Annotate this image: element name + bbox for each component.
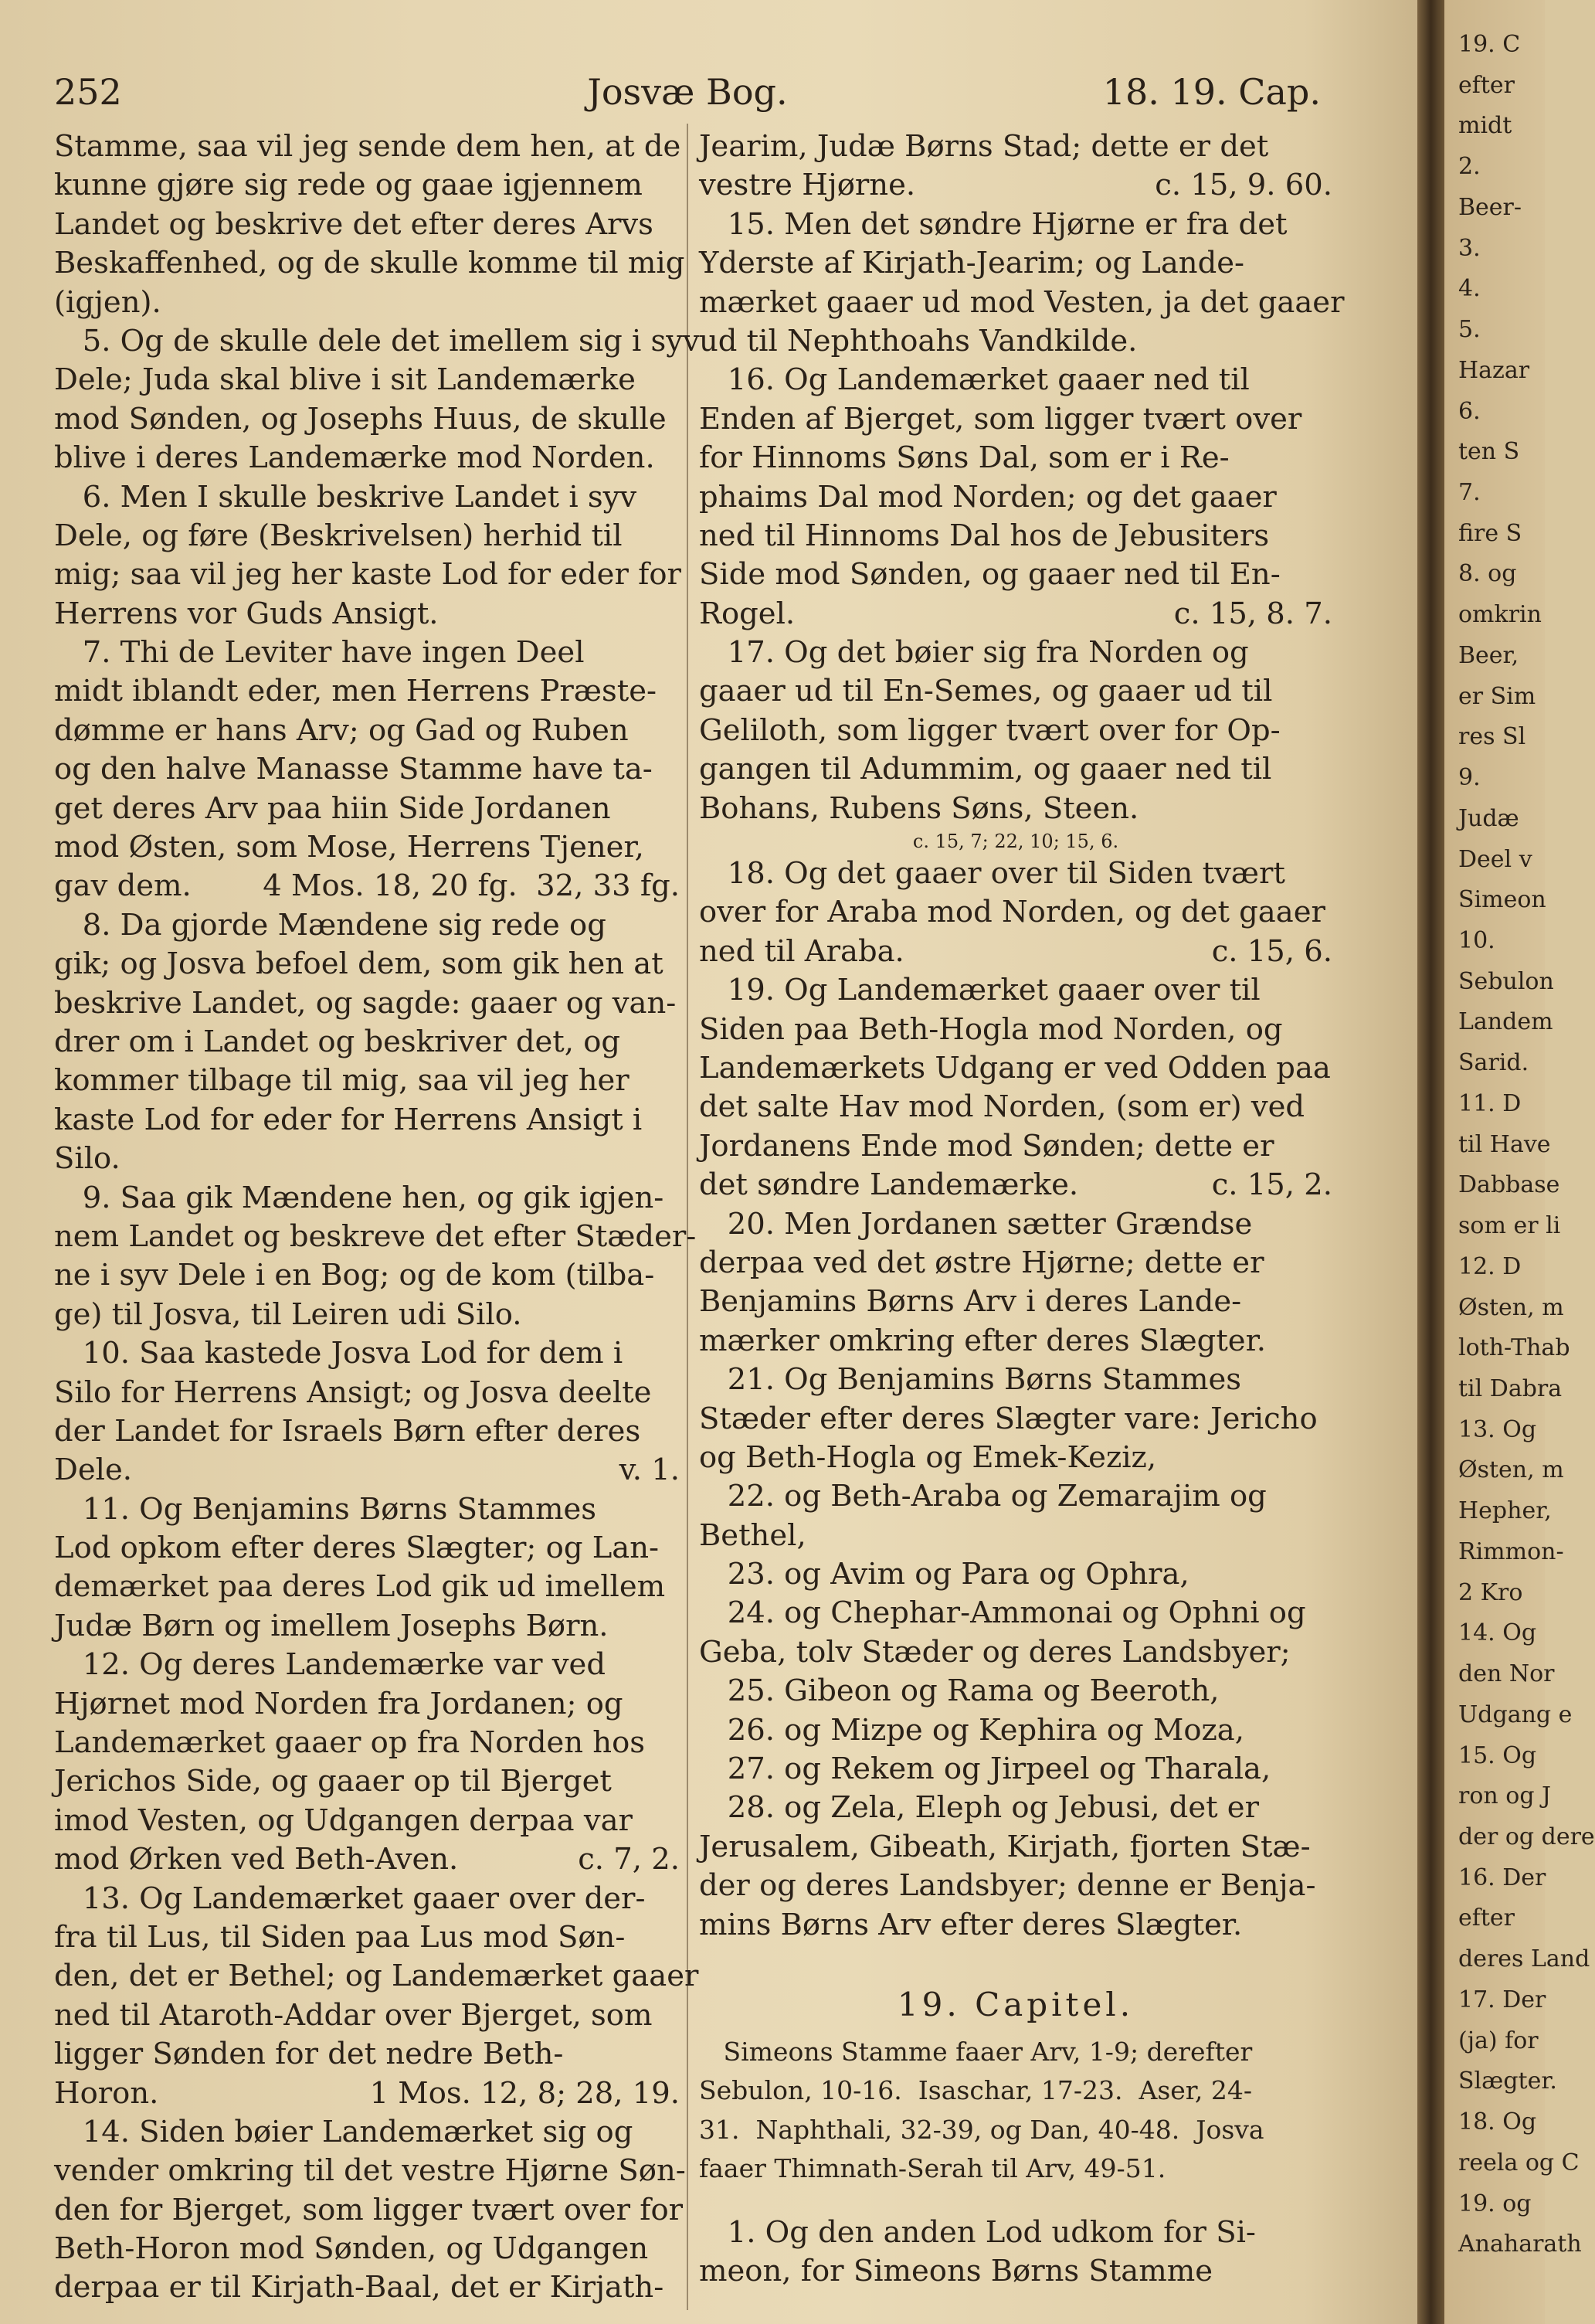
line-text: 1. Og den anden Lod udkom for Si-	[699, 2214, 1256, 2250]
facing-page-fragment: Beer,	[1458, 641, 1519, 669]
line-text: drer om i Landet og beskriver det, og	[54, 1024, 621, 1059]
text-line	[699, 1517, 1332, 1555]
page-number: 252	[54, 71, 122, 113]
text-line	[54, 2035, 680, 2074]
text-line	[699, 1049, 1332, 1088]
cross-reference: 1 Mos. 12, 8; 28, 19.	[369, 2075, 680, 2111]
text-line	[54, 1256, 680, 1295]
facing-page-fragment: midt	[1458, 112, 1512, 140]
line-text: 16. Og Landemærket gaaer ned til	[699, 362, 1250, 398]
text-line	[699, 1011, 1332, 1049]
facing-page-fragment: 6.	[1458, 397, 1481, 425]
line-text: demærket paa deres Lod gik ud imellem	[54, 1569, 666, 1605]
text-line	[54, 595, 680, 634]
line-text: 17. Og det bøier sig fra Norden og	[699, 635, 1249, 671]
chapter-summary-line	[699, 2033, 1332, 2071]
facing-page-fragment: 18. Og	[1458, 2108, 1537, 2136]
facing-page-fragment: 12. D	[1458, 1252, 1522, 1280]
line-text: 18. Og det gaaer over til Siden tvært	[699, 856, 1285, 892]
line-text: nem Landet og beskreve det efter Stæder-	[54, 1218, 697, 1254]
line-text: over for Araba mod Norden, og det gaaer	[699, 895, 1325, 930]
text-line	[699, 166, 1332, 205]
line-text: vender omkring til det vestre Hjørne Søn-	[54, 2153, 686, 2189]
right-column	[699, 127, 1345, 2291]
line-text: ned til Araba.	[699, 933, 904, 969]
facing-page-fragment: 16. Der	[1458, 1864, 1546, 1891]
line-text: Stamme, saa vil jeg sende dem hen, at de	[54, 129, 681, 164]
line-text: Landet og beskrive det efter deres Arvs	[54, 206, 653, 242]
text-line	[54, 1101, 680, 1140]
line-text: midt iblandt eder, men Herrens Præste-	[54, 674, 657, 709]
facing-page-fragment: er Sim	[1458, 682, 1536, 710]
line-text: 19. Capitel.	[897, 1985, 1135, 2023]
text-line	[54, 166, 680, 205]
line-text: kaste Lod for eder for Herrens Ansigt i	[54, 1102, 643, 1137]
facing-page-fragment: 5.	[1458, 316, 1481, 344]
line-text: 21. Og Benjamins Børns Stammes	[699, 1362, 1242, 1398]
text-line	[54, 790, 680, 828]
line-text: mins Børns Arv efter deres Slægter.	[699, 1907, 1243, 1942]
text-line	[699, 1906, 1332, 1945]
facing-page-fragment: 13. Og	[1458, 1415, 1537, 1443]
text-line	[54, 2230, 680, 2268]
text-line	[699, 206, 1332, 244]
text-line	[54, 1529, 680, 1568]
text-line	[54, 1023, 680, 1062]
text-line	[54, 517, 680, 556]
text-line	[54, 1334, 680, 1373]
text-line	[54, 1840, 680, 1879]
text-line	[54, 750, 680, 789]
cross-reference: c. 15, 9. 60.	[1155, 168, 1332, 203]
text-line	[699, 712, 1332, 750]
facing-page-fragment: 9.	[1458, 764, 1481, 792]
facing-page-fragment: til Dabra	[1458, 1375, 1563, 1402]
facing-page-fragment: Anaharath	[1458, 2231, 1582, 2258]
text-line	[54, 400, 680, 439]
line-text: gaaer ud til En-Semes, og gaaer ud til	[699, 674, 1273, 709]
text-line	[54, 322, 700, 361]
line-text: Geba, tolv Stæder og deres Landsbyer;	[699, 1634, 1291, 1670]
facing-page-fragment: ron og J	[1458, 1782, 1552, 1810]
line-text: 9. Saa gik Mændene hen, og gik igjen-	[54, 1180, 664, 1215]
line-text: for Hinnoms Søns Dal, som er i Re-	[699, 440, 1230, 476]
facing-page-fragment: 7.	[1458, 479, 1481, 506]
facing-page-edge	[1444, 0, 1595, 2324]
text-line	[699, 1867, 1332, 1905]
text-line	[699, 284, 1345, 322]
text-line	[699, 1789, 1332, 1827]
line-text: 19. Og Landemærket gaaer over til	[699, 973, 1261, 1008]
text-line	[54, 284, 680, 322]
line-text: den, det er Bethel; og Landemærket gaaer	[54, 1959, 699, 1994]
facing-page-fragment: loth-Thab	[1458, 1334, 1570, 1362]
text-line	[699, 439, 1332, 477]
text-line	[54, 1374, 680, 1412]
facing-page-fragment: 17. Der	[1458, 1986, 1546, 2013]
chapter-range: 18. 19. Cap.	[1102, 71, 1321, 113]
text-line	[54, 1568, 680, 1606]
text-line	[54, 206, 680, 244]
text-line	[54, 478, 680, 517]
text-line	[54, 1957, 699, 1996]
facing-page-fragment: 19. og	[1458, 2190, 1532, 2217]
text-line	[699, 595, 1332, 634]
text-line	[54, 984, 680, 1023]
text-line	[699, 1439, 1332, 1477]
chapter-summary-line	[699, 2111, 1332, 2149]
line-text: Landemærkets Udgang er ved Odden paa	[699, 1050, 1331, 1086]
text-line	[54, 1802, 680, 1840]
line-text: Beth-Horon mod Sønden, og Udgangen	[54, 2231, 649, 2267]
text-line	[699, 1945, 1332, 1969]
line-text: Jordanens Ende mod Sønden; dette er	[699, 1128, 1274, 1164]
cross-reference: c. 15, 2.	[1211, 1167, 1332, 1203]
text-line	[54, 634, 680, 672]
line-text: 10. Saa kastede Josva Lod for dem i	[54, 1336, 623, 1371]
text-line	[54, 2152, 686, 2190]
facing-page-fragment: 11. D	[1458, 1089, 1522, 1117]
text-line	[54, 556, 680, 594]
text-line	[54, 2074, 680, 2113]
chapter-heading	[699, 1969, 1332, 2033]
line-text: beskrive Landet, og sagde: gaaer og van-	[54, 985, 677, 1021]
line-text: Rogel.	[699, 596, 796, 631]
text-line	[54, 2191, 684, 2230]
facing-page-fragment: Sebulon	[1458, 967, 1554, 995]
text-line	[54, 1296, 680, 1334]
facing-page-fragment: Sarid.	[1458, 1049, 1529, 1077]
facing-page-fragment: ten S	[1458, 438, 1520, 466]
facing-page-fragment: Østen, m	[1458, 1293, 1564, 1321]
facing-page-fragment: Simeon	[1458, 886, 1546, 914]
facing-page-fragment: 10.	[1458, 927, 1495, 954]
line-text: 11. Og Benjamins Børns Stammes	[54, 1491, 597, 1527]
facing-page-fragment: deres Land	[1458, 1945, 1590, 1973]
line-text: det søndre Landemærke.	[699, 1167, 1079, 1203]
line-text: den for Bjerget, som ligger tvært over for	[54, 2192, 684, 2227]
cross-reference: c. 7, 2.	[578, 1842, 680, 1877]
chapter-summary-line	[699, 2149, 1332, 2188]
facing-page-fragment: Deel v	[1458, 845, 1532, 873]
facing-page-fragment: til Have	[1458, 1130, 1551, 1158]
line-text: (igjen).	[54, 284, 161, 320]
facing-page-fragment: Rimmon-	[1458, 1537, 1564, 1565]
text-line	[699, 933, 1332, 971]
text-line	[699, 1477, 1332, 1516]
text-line	[699, 244, 1332, 283]
text-line	[699, 1361, 1332, 1399]
line-text: Dele.	[54, 1452, 132, 1488]
line-text: Side mod Sønden, og gaaer ned til En-	[699, 557, 1281, 593]
line-text: Landemærket gaaer op fra Norden hos	[54, 1725, 646, 1761]
text-line	[699, 1672, 1332, 1711]
text-line	[54, 1412, 680, 1451]
text-line	[699, 1555, 1332, 1594]
text-line	[54, 1685, 680, 1724]
facing-page-fragment: res Sl	[1458, 723, 1526, 751]
facing-page-fragment: Hazar	[1458, 356, 1530, 384]
cross-reference: c. 15, 8. 7.	[1173, 596, 1332, 631]
text-line	[54, 1646, 680, 1684]
line-text: Judæ Børn og imellem Josephs Børn.	[54, 1608, 609, 1643]
line-text: 13. Og Landemærket gaaer over der-	[54, 1881, 646, 1916]
text-line	[54, 439, 680, 477]
line-text: kunne gjøre sig rede og gaae igjennem	[54, 168, 643, 203]
text-line	[54, 672, 680, 711]
line-text: phaims Dal mod Norden; og det gaaer	[699, 479, 1277, 515]
facing-page-fragment: Judæ	[1458, 804, 1519, 832]
line-text: mod Østen, som Mose, Herrens Tjener,	[54, 830, 644, 865]
text-line	[54, 1762, 680, 1801]
line-text: Stæder efter deres Slægter vare: Jericho	[699, 1401, 1318, 1436]
text-line	[699, 1283, 1332, 1321]
line-text: Beskaffenhed, og de skulle komme til mig	[54, 246, 685, 281]
line-text: Bethel,	[699, 1517, 806, 1553]
page-header	[54, 71, 1321, 125]
line-text: 12. Og deres Landemærke var ved	[54, 1647, 606, 1683]
line-text: Herrens vor Guds Ansigt.	[54, 596, 439, 631]
line-text: derpaa ved det østre Hjørne; dette er	[699, 1245, 1264, 1280]
text-line	[699, 322, 1332, 361]
text-line	[699, 127, 1332, 166]
line-text: der og deres Landsbyer; denne er Benja-	[699, 1868, 1316, 1904]
text-line	[54, 244, 685, 283]
line-text: Jerusalem, Gibeath, Kirjath, fjorten Stæ-	[699, 1829, 1311, 1864]
facing-page-fragment: fire S	[1458, 519, 1522, 547]
line-text: der Landet for Israels Børn efter deres	[54, 1413, 641, 1449]
facing-page-fragment: Slægter.	[1458, 2067, 1557, 2095]
text-line	[699, 556, 1332, 594]
line-text: Jearim, Judæ Børns Stad; dette er det	[699, 129, 1269, 164]
line-text: blive i deres Landemærke mod Norden.	[54, 440, 655, 476]
left-column	[54, 127, 700, 2308]
facing-page-fragment: 4.	[1458, 275, 1481, 303]
line-text: Dele; Juda skal blive i sit Landemærke	[54, 362, 636, 398]
facing-page-fragment: 14. Og	[1458, 1619, 1537, 1647]
text-line	[699, 1828, 1332, 1867]
line-text: 23. og Avim og Para og Ophra,	[699, 1557, 1189, 1592]
cross-reference: c. 15, 6.	[1211, 933, 1332, 969]
line-text: Hjørnet mod Norden fra Jordanen; og	[54, 1686, 623, 1721]
text-line	[699, 828, 1332, 855]
line-text: 14. Siden bøier Landemærket sig og	[54, 2114, 633, 2149]
line-text: Enden af Bjerget, som ligger tvært over	[699, 401, 1302, 437]
text-line	[54, 1918, 680, 1957]
line-text: 8. Da gjorde Mændene sig rede og	[54, 907, 606, 943]
line-text: 7. Thi de Leviter have ingen Deel	[54, 635, 585, 671]
text-line	[699, 634, 1332, 672]
text-line	[699, 1322, 1332, 1361]
text-line	[699, 750, 1332, 789]
text-line	[699, 1127, 1332, 1166]
text-line	[699, 2214, 1332, 2252]
line-text: mod Ørken ved Beth-Aven.	[54, 1842, 459, 1877]
text-line	[699, 855, 1332, 893]
text-line	[54, 1880, 680, 1918]
text-line	[699, 790, 1332, 828]
text-line	[54, 867, 680, 905]
line-text: vestre Hjørne.	[699, 168, 916, 203]
line-text: Geliloth, som ligger tvært over for Op-	[699, 712, 1281, 748]
line-text: Horon.	[54, 2075, 159, 2111]
line-text: fra til Lus, til Siden paa Lus mod Søn-	[54, 1919, 626, 1955]
line-text: det salte Hav mod Norden, (som er) ved	[699, 1089, 1305, 1125]
facing-page-fragment: Landem	[1458, 1008, 1553, 1036]
line-text: 31. Naphthali, 32-39, og Dan, 40-48. Josva	[699, 2114, 1264, 2145]
text-line	[699, 2252, 1332, 2291]
chapter-summary-line	[699, 2071, 1332, 2110]
text-line	[54, 1062, 680, 1100]
facing-page-fragment: efter	[1458, 1904, 1515, 1932]
line-text: ud til Nephthoahs Vandkilde.	[699, 323, 1138, 358]
facing-page-fragment: omkrin	[1458, 601, 1542, 629]
line-text: ligger Sønden for det nedre Beth-	[54, 2037, 564, 2072]
text-line	[699, 1594, 1332, 1633]
line-text: Simeons Stamme faaer Arv, 1-9; derefter	[699, 2036, 1253, 2067]
line-text: og Beth-Hogla og Emek-Keziz,	[699, 1439, 1157, 1475]
line-text: mærket gaaer ud mod Vesten, ja det gaaer	[699, 284, 1345, 320]
text-line	[54, 1218, 697, 1256]
line-text: faaer Thimnath-Serah til Arv, 49-51.	[699, 2153, 1166, 2184]
line-text: mod Sønden, og Josephs Huus, de skulle	[54, 401, 667, 437]
line-text: ge) til Josva, til Leiren udi Silo.	[54, 1296, 522, 1332]
line-text: Bohans, Rubens Søns, Steen.	[699, 790, 1139, 826]
line-text: 20. Men Jordanen sætter Grændse	[699, 1206, 1253, 1242]
text-line	[699, 517, 1332, 556]
text-line	[54, 1140, 680, 1178]
text-line	[699, 971, 1332, 1010]
line-text: 26. og Mizpe og Kephira og Moza,	[699, 1712, 1244, 1748]
text-line	[699, 1633, 1332, 1672]
facing-page-fragment: 8. og	[1458, 560, 1517, 588]
text-line	[54, 361, 680, 399]
facing-page-fragment: som er li	[1458, 1212, 1561, 1240]
facing-page-fragment: (ja) for	[1458, 2027, 1539, 2054]
line-text: Benjamins Børns Arv i deres Lande-	[699, 1284, 1242, 1320]
line-text: 5. Og de skulle dele det imellem sig i syv	[54, 323, 700, 358]
line-text: ned til Ataroth-Addar over Bjerget, som	[54, 1997, 653, 2033]
text-line	[699, 478, 1332, 517]
facing-page-fragment: Udgang e	[1458, 1701, 1573, 1728]
facing-page-fragment: reela og C	[1458, 2149, 1580, 2176]
line-text: gav dem.	[54, 868, 192, 904]
line-text: 15. Men det søndre Hjørne er fra det	[699, 206, 1288, 242]
line-text: og den halve Manasse Stamme have ta-	[54, 752, 653, 787]
line-text: Jerichos Side, og gaaer op til Bjerget	[54, 1764, 612, 1799]
line-text: mig; saa vil jeg her kaste Lod for eder for	[54, 557, 681, 593]
line-text: mærker omkring efter deres Slægter.	[699, 1323, 1267, 1358]
line-text: meon, for Simeons Børns Stamme	[699, 2253, 1213, 2288]
facing-page-fragment: der og dere	[1458, 1823, 1595, 1850]
text-line	[54, 1724, 680, 1762]
facing-page-fragment: 19. C	[1458, 31, 1521, 58]
line-text: c. 15, 7; 22, 10; 15, 6.	[912, 831, 1119, 853]
line-text: ne i syv Dele i en Bog; og de kom (tilba-	[54, 1258, 655, 1293]
running-title: Josvæ Bog.	[587, 71, 788, 113]
text-line	[54, 2268, 680, 2307]
cross-reference: 4 Mos. 18, 20 fg. 32, 33 fg.	[263, 868, 680, 904]
facing-page-fragment: 2 Kro	[1458, 1578, 1523, 1606]
text-line	[699, 1711, 1332, 1750]
text-line	[54, 1451, 680, 1490]
facing-page-fragment: 15. Og	[1458, 1741, 1537, 1769]
text-line	[54, 1490, 680, 1529]
text-line	[699, 1244, 1332, 1283]
text-line	[54, 906, 680, 945]
line-text: Lod opkom efter deres Slægter; og Lan-	[54, 1531, 660, 1566]
line-text: Sebulon, 10-16. Isaschar, 17-23. Aser, 24-	[699, 2075, 1253, 2106]
line-text: gik; og Josva befoel dem, som gik hen at	[54, 946, 663, 982]
text-line	[54, 1996, 680, 2035]
line-text: 28. og Zela, Eleph og Jebusi, det er	[699, 1790, 1259, 1826]
text-line	[699, 400, 1332, 439]
text-line	[699, 1205, 1332, 1244]
text-line	[54, 1607, 680, 1646]
line-text: Dele, og føre (Beskrivelsen) herhid til	[54, 518, 623, 553]
text-line	[699, 361, 1332, 399]
text-line	[699, 1750, 1332, 1789]
text-line	[54, 712, 680, 750]
facing-page-fragment: 3.	[1458, 234, 1481, 262]
text-line	[699, 1166, 1332, 1204]
line-text: Silo for Herrens Ansigt; og Josva deelte	[54, 1374, 652, 1410]
line-text: imod Vesten, og Udgangen derpaa var	[54, 1802, 633, 1838]
line-text: 6. Men I skulle beskrive Landet i syv	[54, 479, 637, 515]
text-line	[54, 127, 680, 166]
line-text: 27. og Rekem og Jirpeel og Tharala,	[699, 1751, 1271, 1787]
facing-page-fragment: den Nor	[1458, 1660, 1555, 1688]
facing-page-fragment: 2.	[1458, 153, 1481, 181]
line-text: gangen til Adummim, og gaaer ned til	[699, 752, 1272, 787]
text-line	[699, 1400, 1332, 1439]
line-text: dømme er hans Arv; og Gad og Ruben	[54, 712, 629, 748]
line-text: Yderste af Kirjath-Jearim; og Lande-	[699, 246, 1245, 281]
line-text: 22. og Beth-Araba og Zemarajim og	[699, 1479, 1267, 1514]
text-line	[54, 2113, 680, 2152]
text-line	[699, 672, 1332, 711]
line-text: kommer tilbage til mig, saa vil jeg her	[54, 1063, 630, 1099]
line-text: 25. Gibeon og Rama og Beeroth,	[699, 1673, 1220, 1709]
line-text: 24. og Chephar-Ammonai og Ophni og	[699, 1595, 1306, 1631]
facing-page-fragment: efter	[1458, 71, 1515, 99]
text-line	[699, 1088, 1332, 1126]
line-text: Silo.	[54, 1141, 120, 1177]
facing-page-fragment: Dabbase	[1458, 1171, 1560, 1199]
line-text: derpaa er til Kirjath-Baal, det er Kirjath-	[54, 2270, 664, 2305]
text-line	[54, 1179, 680, 1218]
facing-page-fragment: Hepher,	[1458, 1497, 1552, 1525]
text-line	[54, 945, 680, 984]
facing-page-fragment: Beer-	[1458, 193, 1522, 221]
line-text: ned til Hinnoms Dal hos de Jebusiters	[699, 518, 1270, 553]
book-gutter	[1417, 0, 1444, 2324]
facing-page-fragment: Østen, m	[1458, 1456, 1564, 1484]
cross-reference: v. 1.	[619, 1452, 680, 1488]
text-line	[54, 828, 680, 867]
text-line	[699, 2189, 1332, 2214]
text-line	[699, 893, 1332, 932]
line-text: get deres Arv paa hiin Side Jordanen	[54, 790, 611, 826]
line-text: Siden paa Beth-Hogla mod Norden, og	[699, 1011, 1283, 1047]
